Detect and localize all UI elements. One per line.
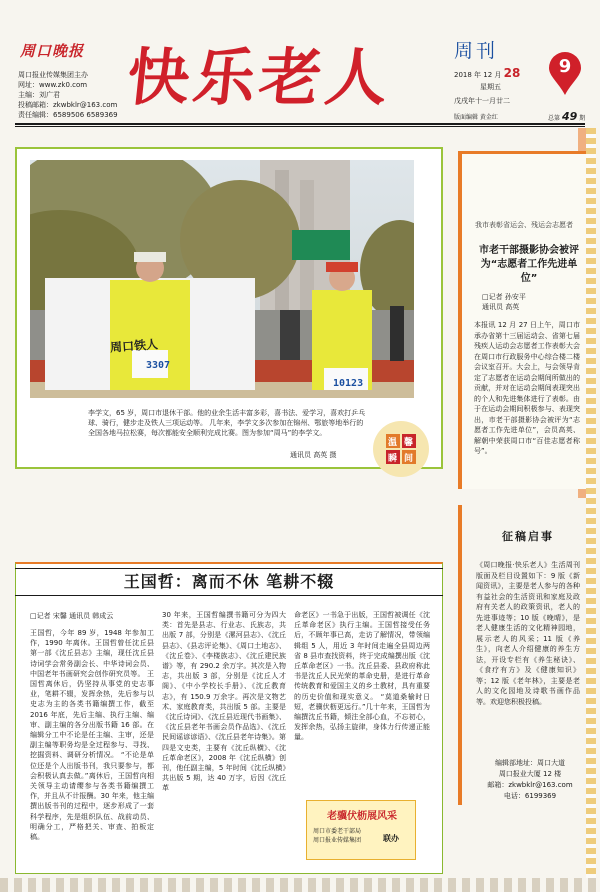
issue-number (548, 110, 585, 123)
info-line: 责任编辑：6589506 6589369 (18, 111, 118, 119)
photo-credit: 通讯员 高英 摄 (290, 451, 337, 459)
stamp-char: 瞬 (388, 454, 398, 464)
masthead-info (18, 70, 138, 120)
stamp-char: 间 (404, 454, 414, 464)
byline-line: 通讯员 高英 (482, 303, 520, 311)
bib-number-right: 10123 (333, 378, 364, 389)
page-editor: 版面编辑 黄金红 (454, 114, 498, 121)
contact-line: 电话：6199369 (503, 792, 557, 800)
lunar-date: 戊戌年十一月廿二 (454, 97, 510, 105)
weekday: 星期五 (480, 83, 501, 91)
promo-title: 老骥伏枥展风采 (327, 811, 397, 822)
right-story-byline (482, 292, 526, 312)
article-byline: □记者 宋馨 通讯员 韩成云 (30, 612, 114, 620)
promo-box (306, 800, 416, 860)
issue-prefix: 总第 (548, 115, 561, 122)
page-number: 9 (558, 56, 572, 77)
marathon-photo (30, 160, 414, 398)
date-day: 28 (503, 66, 521, 80)
date-prefix: 2018 年 12 月 (454, 71, 502, 79)
contact-line: 周口报业大厦 12 楼 (498, 770, 562, 778)
info-line: 投稿邮箱：zkwbklr@163.com (18, 101, 118, 109)
right-story-headline: 市老干部摄影协会被评为“志愿者工作先进单位” (479, 245, 579, 284)
contact-line: 邮箱：zkwbklr@163.com (487, 781, 573, 789)
contact-line: 编辑部地址：周口大道 (495, 759, 565, 767)
article-column-2: 30 年来，王国哲编撰书籍可分为四大类：首先是县志、行业志、氏族志，共出版 7 部，分别是《漯河县志》、《沈丘县志》、《县志评论集》、《周口土地志》、《沈丘卷》、《李楼族志》、《沈丘建民族谱》等，有 290.2 余万字。其次是入物志，共出版 3 部，分别是《沈丘人才阁》、《中小学校长手册》、《沈丘教育志》，有 150.9 万余字。再次是文物艺术、家庭教育类，共出版 5 部。主要是《沈丘诗词》、《沈丘县近现代书画集》、《沈丘县老年书画会员作品选》、《沈丘民间谣谚谚语》、《沈丘县老年诗集》。第四是文史类，主要有《沈丘纵横》、《沈丘革命老区》，2008 年《沈丘纵横》创刊，他任副主编，5 年时间《沈丘纵横》共出版 5 期，达 40 万字，后因《沈丘革 (162, 611, 286, 793)
photo-caption: 李学文，65 岁，周口市退休干部。他的业余生活丰富多彩，喜书法、爱学习，喜欢打乒乓球、骑行，健步走及铁人三项运动等。 几年来，李学文多次参加在锦州、鄂旅等地举行的全国各地马拉松赛，每次都能安全顺利完成比赛。图为参加“周马”的李学文。 (88, 409, 366, 437)
masthead-rule (15, 126, 585, 127)
stamp-char: 温 (388, 438, 398, 448)
promo-tag: 联办 (383, 834, 399, 843)
info-line: 周口报业传媒集团主办 (18, 71, 88, 79)
photo-sign-text: 周口铁人 (109, 337, 159, 355)
issue-suffix: 期 (579, 115, 586, 122)
decorative-bottom-strip (0, 878, 600, 892)
dateline (454, 66, 520, 80)
page-title: 快乐老人 (123, 41, 396, 114)
warm-moment-stamp-icon (372, 420, 430, 478)
issue-value: 49 (561, 110, 578, 123)
article-column-1: 王国哲，今年 89 岁，1948 年参加工作，1990 年离休。王国哲曾任沈丘县第一部《沈丘县志》主编，现任沈丘县诗词学会常务副会长、中华诗词会员、中国老年书画研究会创作研究员等。 王国哲离休后，仍坚持从事党的史志事业，笔耕不辍，发挥余热，先后参与以史志为主的各类书籍编撰工作，截至 2016 年底，先后主编、执行主编、编审、副主编的各分出版书籍 16 部。在编辑分工中不论是任主编、主审，还是副主编等职务均是全过程参与、寻找、挖掘资料、调研分析情况。 “不论是单位还是个人出版书刊，我只要参与，都会积极认真去做。”离休后，王国哲向相关领导主动请缨参与各类书籍编撰工作，并且从不计报酬。30 年来，他主编撰出版书刊的过程中，逐步形成了一套科学程序，先是组织队伍、战前动员、明确分工，严格把关、审查、拍板定稿。 (30, 629, 154, 842)
masthead-rule (15, 123, 585, 125)
weekly-label: 周刊 (454, 40, 499, 62)
article-headline: 王国哲：离而不休 笔耕不辍 (123, 572, 335, 591)
notice-contact (478, 758, 582, 802)
article-column-3: 命老区》一书急于出版，王国哲被调任《沈丘革命老区》执行主编。王国哲接受任务后，不顾年事已高，走访了解情况，带领编辑组 5 人，用近 3 年时间走遍全县周边两省 8 县市查找资料，终于完成编撰出版《沈丘革命老区》一书。沈丘县委、县政府称此书是沈丘人民光荣的革命史册，是进行革命传统教育和爱国主义的乡土教材，具有重要的历史价值和现实意义。 “莫道桑榆时日短，老骥伏枥更远行。”几十年来，王国哲为编撰沈丘书籍，倾注全部心血，不忘初心，发挥余热，弘扬主旋律，身体力行传递正能量。 (294, 611, 430, 742)
bib-number-left: 3307 (146, 360, 171, 371)
byline-line: □记者 孙安平 (482, 293, 526, 301)
info-line: 网址：www.zk0.com (18, 81, 88, 89)
info-line: 主编：刘广君 (18, 91, 60, 99)
promo-organizers: 周口市委老干部局 周口报业传媒集团 (313, 828, 362, 844)
stamp-char: 馨 (404, 438, 414, 448)
right-story-body: 本报讯 12 月 27 日上午，周口市承办省第十三届运动会、省第七届残疾人运动会志愿者工作表彰大会在周口市行政服务中心综合楼二楼会议室召开。大会上，与会领导肯定了志愿者在运动会期间所做出的贡献，并对在运动会期间表现突出的个人和先进集体进行了表彰。由于在运动会期间积极参与、表现突出，市老干部摄影协会被评为“志愿者工作先进单位”，会员高英、解朝中荣获周口市“百佳志愿者称号”。 (474, 321, 580, 455)
notice-body: 《周口晚报·快乐老人》生活周刊版面及栏目设置如下：9 版《新闻资讯》，主要是老人参与的各种有益社会的生活资讯和家庭及政府有关老人的政策资讯，老人的先进事迹等；10 版《晚晴》，是老人健康生活的文化精神园地，展示老人的风采；11 版《养生》，向老人介绍健康的养生方法，开设专栏有《养生秘诀》、《食疗有方》及《健康知识》等；12 版《老年林》，主要是老人的文化园地及诗歌书画作品等。欢迎您积极投稿。 (476, 561, 580, 706)
notice-headline: 征稿启事 (502, 530, 554, 543)
right-story-kicker: 我市表彰省运会、残运会志愿者 (475, 221, 573, 229)
decorative-side-strip (586, 128, 596, 888)
newspaper-brand: 周口晚报 (20, 42, 85, 60)
